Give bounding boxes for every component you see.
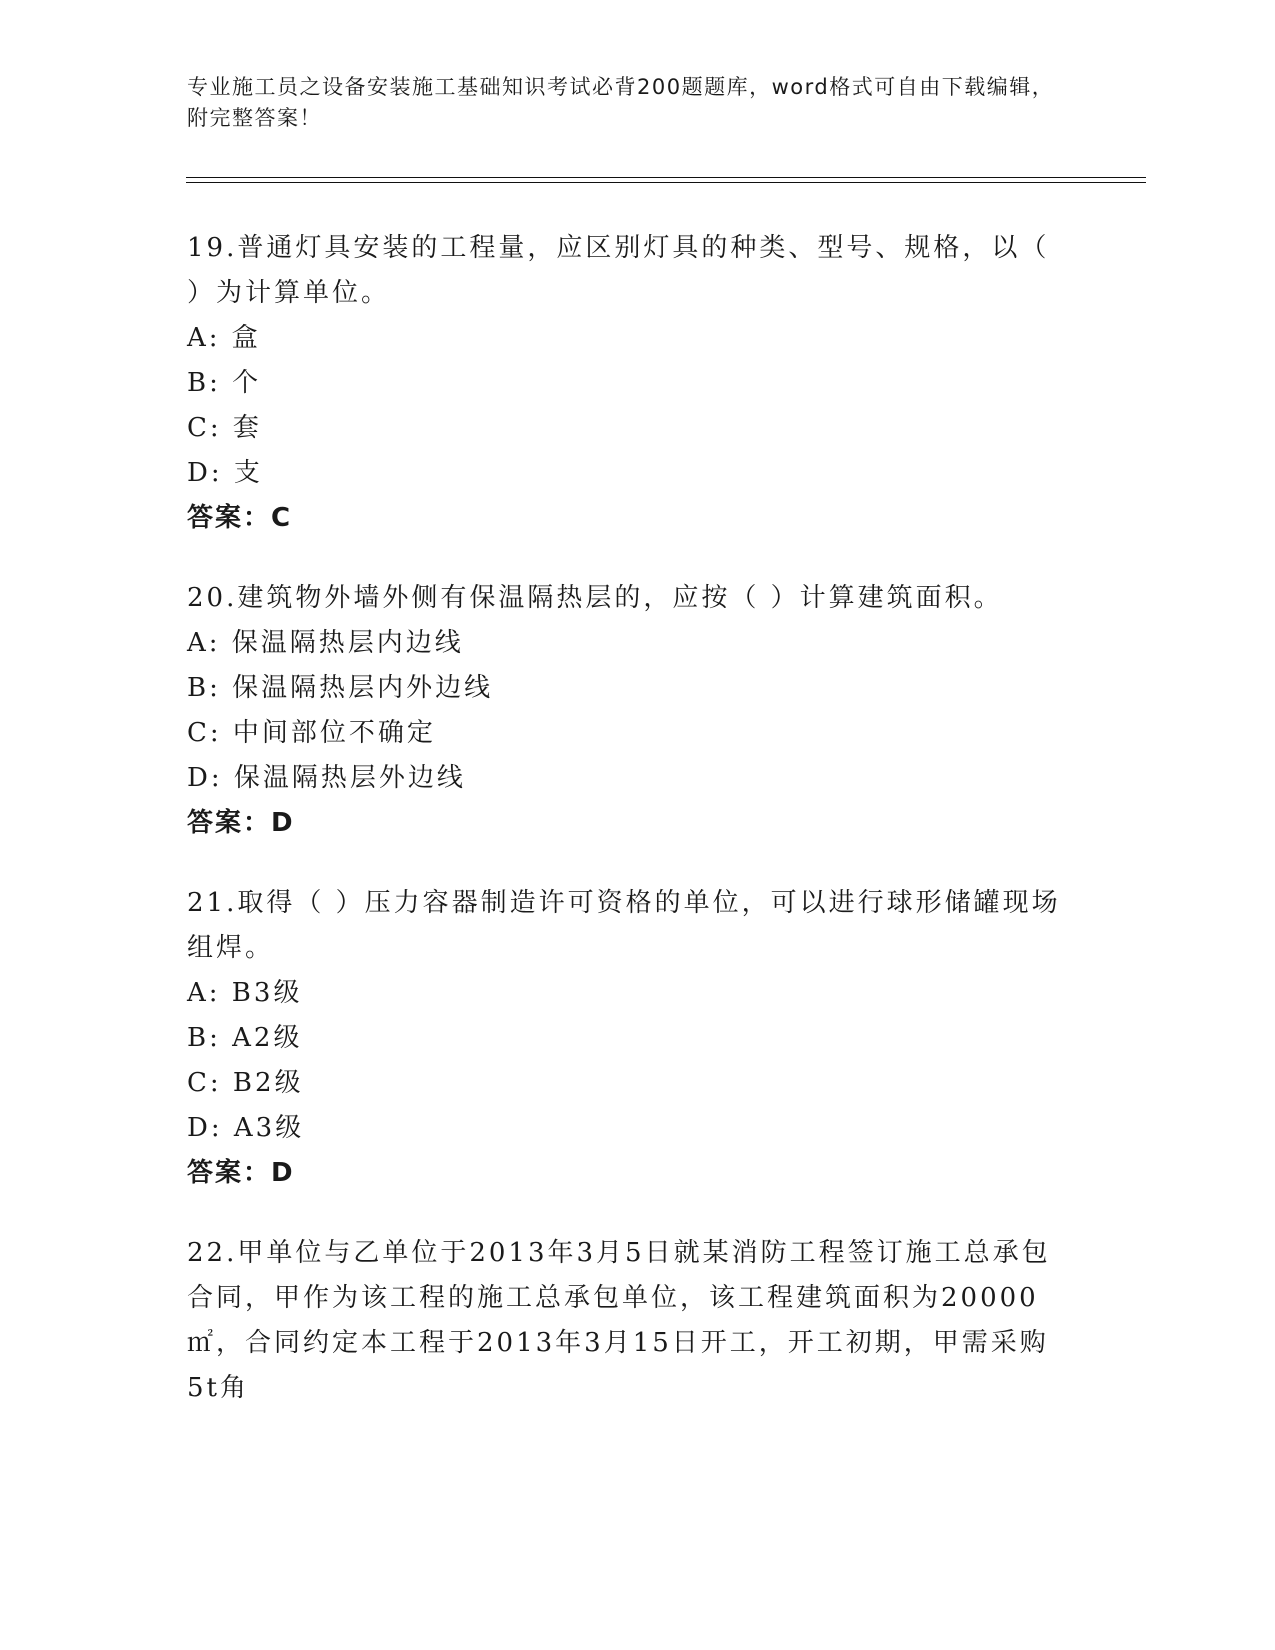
answer: 答案：C	[187, 503, 293, 533]
header-divider-bottom	[186, 182, 1146, 183]
option-a: A: 保温隔热层内边线	[187, 628, 464, 658]
answer: 答案：D	[187, 808, 295, 838]
option-b: B: 个	[187, 368, 262, 398]
option-c: C: B2级	[187, 1068, 304, 1098]
answer: 答案：D	[187, 1158, 295, 1188]
question-19	[187, 226, 1067, 541]
header-divider-top	[186, 177, 1146, 178]
question-21	[187, 881, 1067, 1196]
option-d: D: 支	[187, 458, 263, 488]
option-a: A: B3级	[187, 978, 303, 1008]
option-c: C: 中间部位不确定	[187, 718, 436, 748]
question-text: 22.甲单位与乙单位于2013年3月5日就某消防工程签订施工总承包合同，甲作为该工程的施工总承包单位，该工程建筑面积为20000㎡，合同约定本工程于2013年3月15日开工，开工初期，甲需采购5t角	[187, 1238, 1051, 1403]
question-22	[187, 1231, 1067, 1411]
question-text: 19.普通灯具安装的工程量，应区别灯具的种类、型号、规格，以（ ）为计算单位。	[187, 233, 1050, 308]
question-20	[187, 576, 1067, 846]
option-b: B: A2级	[187, 1023, 303, 1053]
option-d: D: A3级	[187, 1113, 305, 1143]
question-text: 20.建筑物外墙外侧有保温隔热层的，应按（ ）计算建筑面积。	[187, 583, 1003, 613]
option-a: A: 盒	[187, 323, 261, 353]
question-list	[187, 226, 1067, 1446]
option-b: B: 保温隔热层内外边线	[187, 673, 494, 703]
option-c: C: 套	[187, 413, 262, 443]
question-text: 21.取得（ ）压力容器制造许可资格的单位，可以进行球形储罐现场组焊。	[187, 888, 1061, 963]
option-d: D: 保温隔热层外边线	[187, 763, 466, 793]
document-header: 专业施工员之设备安装施工基础知识考试必背200题题库，word格式可自由下载编辑，附完整答案！	[187, 75, 1055, 130]
